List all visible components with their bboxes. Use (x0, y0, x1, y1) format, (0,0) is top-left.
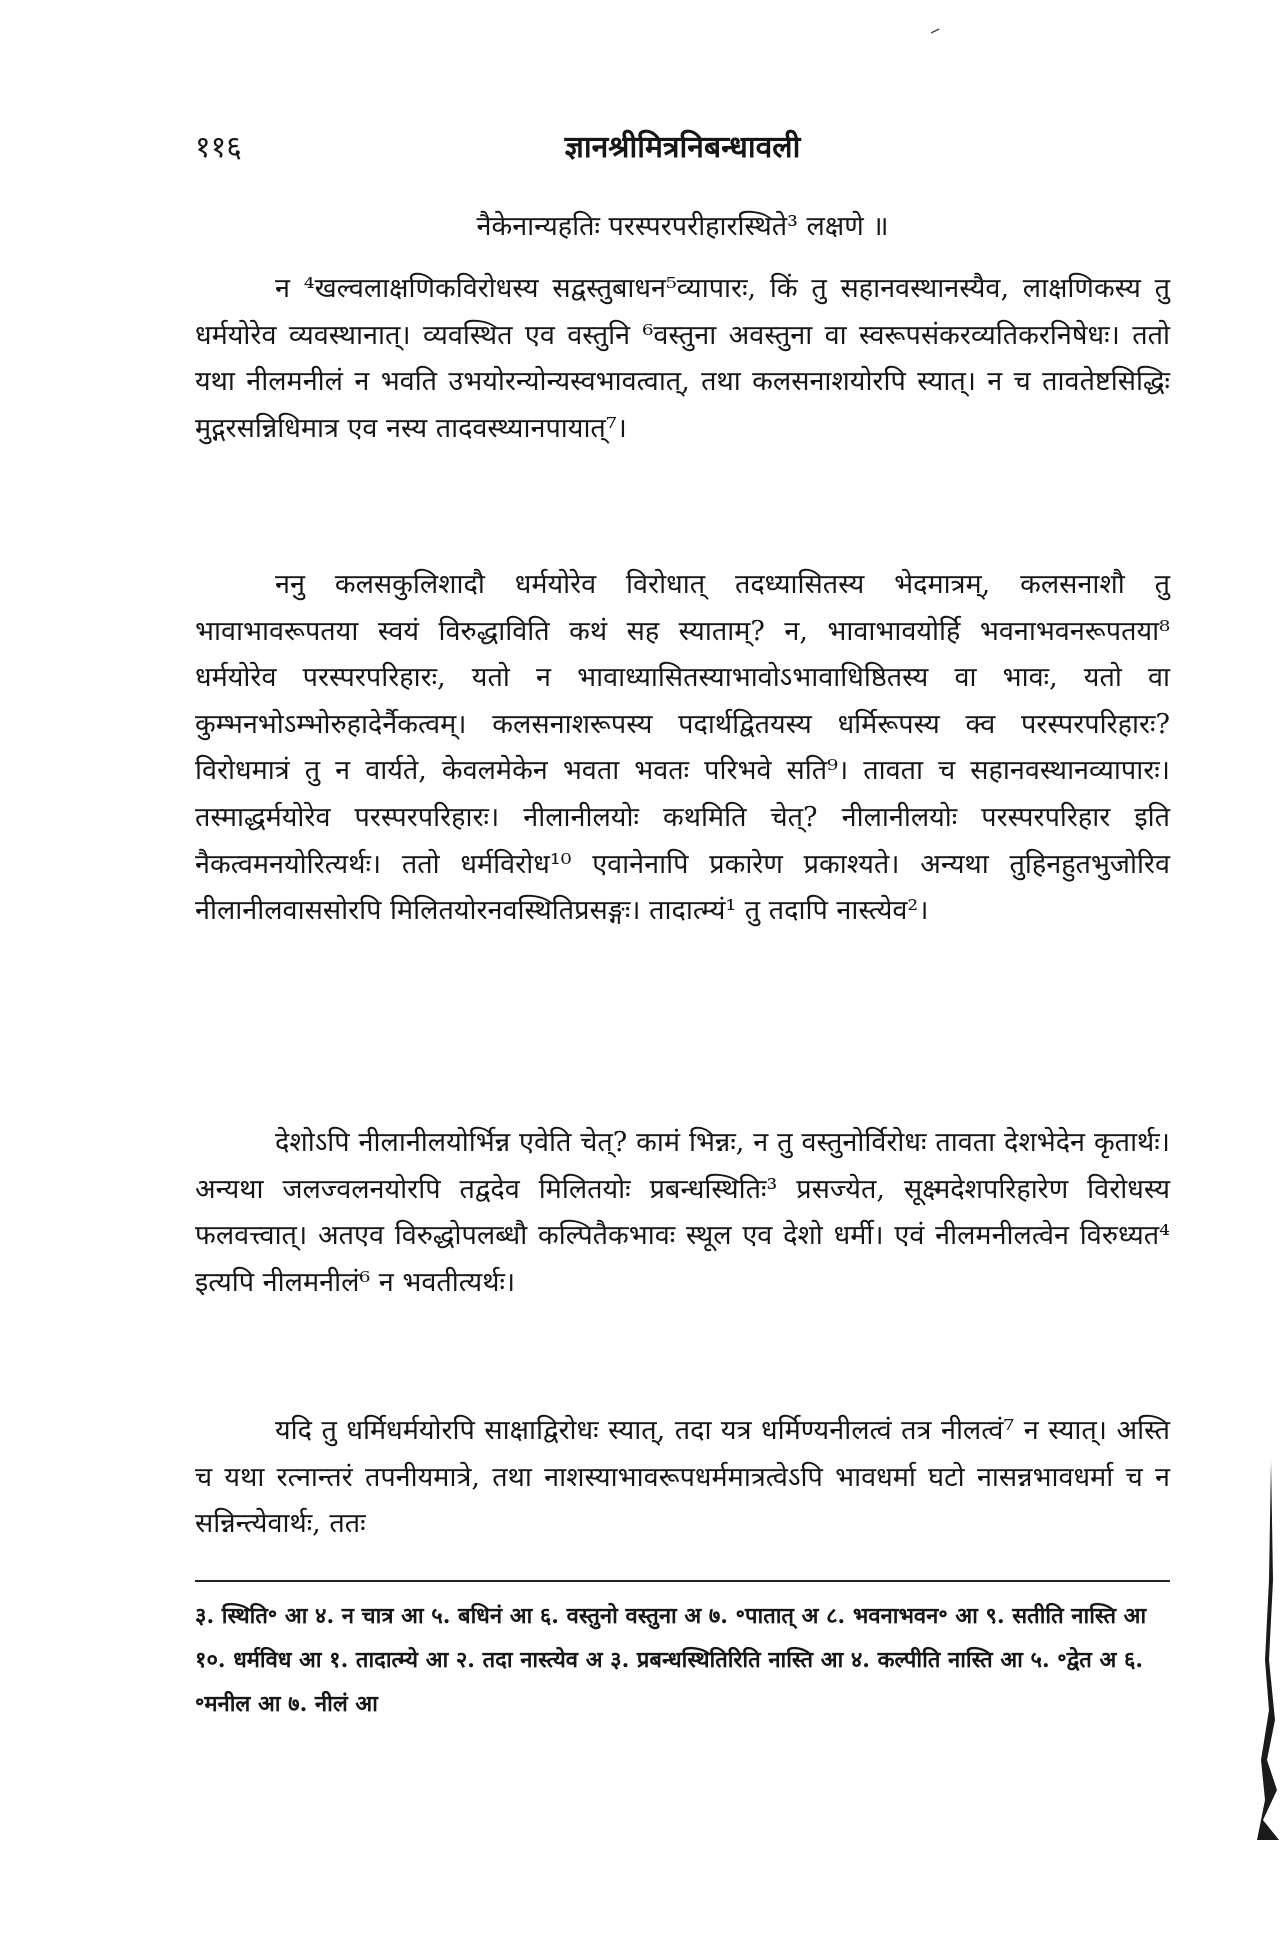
paragraph-2: ननु कलसकुलिशादौ धर्मयोरेव विरोधात् तदध्यासितस्य भेदमात्रम्, कलसनाशौ तु भावाभावरूपतया स्वयं विरुद्धाविति कथं सह स्याताम्? न, भावाभावयोर्हि भवनाभवनरूपतया⁸ धर्मयोरेव परस्परपरिहारः, यतो न भावाध्यासितस्याभावोऽभावाधिष्ठितस्य वा भावः, यतो वा कुम्भनभोऽम्भोरुहादेर्नैकत्वम्। कलसनाशरूपस्य पदार्थद्वितयस्य धर्मिरूपस्य क्व परस्परपरिहारः? विरोधमात्रं तु न वार्यते, केवलमेकेन भवता भवतः परिभवे सति⁹। तावता च सहानवस्थानव्यापारः। तस्माद्धर्मयोरेव परस्परपरिहारः। नीलानीलयोः कथमिति चेत्? नीलानीलयोः परस्परपरिहार इति नैकत्वमनयोरित्यर्थः। ततो धर्मविरोध¹⁰ एवानेनापि प्रकारेण प्रकाश्यते। अन्यथा तुहिनहुतभुजोरिव नीलानीलवाससोरपि मिलितयोरनवस्थितिप्रसङ्गः। तादात्म्यं¹ तु तदापि नास्त्येव²। (195, 569, 1170, 927)
paragraph-4: यदि तु धर्मिधर्मयोरपि साक्षाद्विरोधः स्यात्, तदा यत्र धर्मिण्यनीलत्वं तत्र नीलत्वं⁷ न स्यात्। अस्ति च यथा रत्नान्तरं तपनीयमात्रे, तथा नाशस्याभावरूपधर्ममात्रत्वेऽपि भावधर्मा घटो नासन्नभावधर्मा च न सन्निन्त्येवार्थः, ततः (195, 1415, 1170, 1540)
page-header (195, 125, 1170, 177)
page-number: ११६ (195, 130, 242, 165)
running-title: ज्ञानश्रीमित्रनिबन्धावली (564, 130, 801, 165)
scan-edge-mark (1253, 1460, 1279, 1840)
verse-line: नैकेनान्यहतिः परस्परपरीहारस्थिते³ लक्षणे ॥ (476, 211, 889, 242)
scan-speck (930, 28, 940, 34)
footnotes: ३. स्थिति॰ आ ४. न चात्र आ ५. बधिनं आ ६. वस्तुनो वस्तुना अ ७. ॰पातात् अ ८. भवनाभवन॰ आ ९. सतीति नास्ति आ १०. धर्मविध आ १. तादात्म्ये आ २. तदा नास्त्येव अ ३. प्रबन्धस्थितिरिति नास्ति आ ४. कल्पीति नास्ति आ ५. ॰द्वेत अ ६. ॰मनील आ ७. नीलं आ (195, 1603, 1147, 1717)
paragraph-1: न ⁴खल्वलाक्षणिकविरोधस्य सद्वस्तुबाधन⁵व्यापारः, किं तु सहानवस्थानस्यैव, लाक्षणिकस्य तु धर्मयोरेव व्यवस्थानात्। व्यवस्थित एव वस्तुनि ⁶वस्तुना अवस्तुना वा स्वरूपसंकरव्यतिकरनिषेधः। ततो यथा नीलमनीलं न भवति उभयोरन्योन्यस्वभावत्वात्, तथा कलसनाशयोरपि स्यात्। न च तावतेष्टसिद्धिः मुद्गरसन्निधिमात्र एव नस्य तादवस्थ्यानपायात्⁷। (195, 273, 1170, 444)
paragraph-3: देशोऽपि नीलानीलयोर्भिन्न एवेति चेत्? कामं भिन्नः, न तु वस्तुनोर्विरोधः तावता देशभेदेन कृतार्थः। अन्यथा जलज्वलनयोरपि तद्वदेव मिलितयोः प्रबन्धस्थितिः³ प्रसज्येत, सूक्ष्मदेशपरिहारेण विरोधस्य फलवत्त्वात्। अतएव विरुद्धोपलब्धौ कल्पितैकभावः स्थूल एव देशो धर्मी। एवं नीलमनीलत्वेन विरुध्यत⁴ इत्यपि नीलमनीलं⁶ न भवतीत्यर्थः। (195, 1127, 1170, 1298)
footnote-divider (195, 1580, 1170, 1582)
